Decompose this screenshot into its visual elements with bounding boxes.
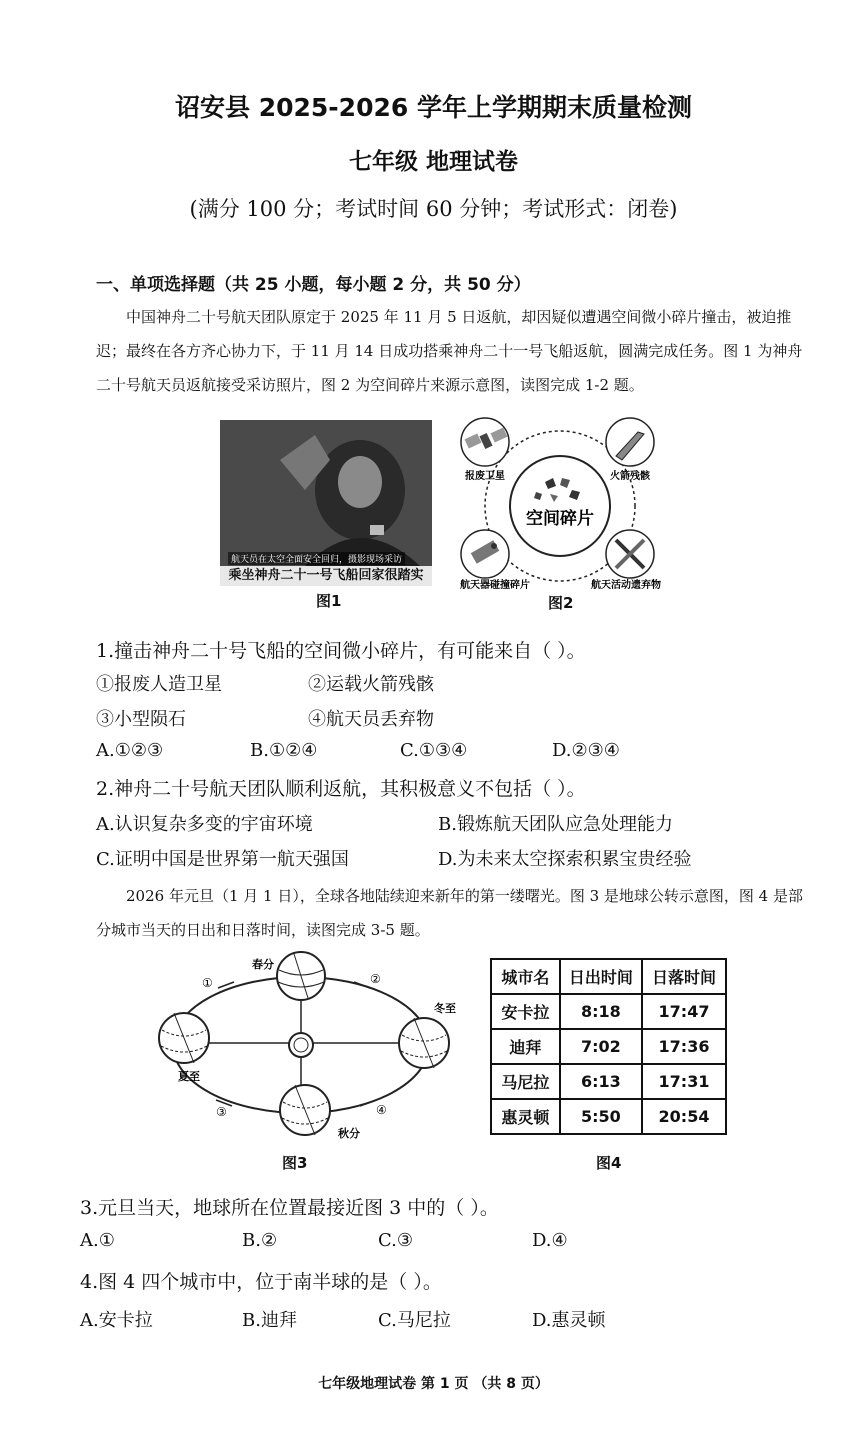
table-cell: 17:36 [642, 1029, 726, 1064]
q2-option-c[interactable]: C.证明中国是世界第一航天强国 [96, 849, 349, 870]
q4-option-d[interactable]: D.惠灵顿 [532, 1310, 606, 1331]
q3-stem: 3.元旦当天，地球所在位置最接近图 3 中的（ ）。 [80, 1197, 499, 1219]
figure2-caption: 图2 [548, 594, 574, 612]
label-spring: 春分 [252, 958, 274, 971]
earth-summer-icon [159, 1013, 209, 1063]
intro-paragraph-2: 2026 年元旦（1 月 1 日），全球各地陆续迎来新年的第一缕曙光。图 3 是地球公转示意图，图 4 是部分城市当天的日出和日落时间，读图完成 3-5 题。 [96, 887, 803, 939]
table-cell: 惠灵顿 [491, 1099, 560, 1134]
earth-orbit-diagram [148, 950, 458, 1145]
q3-option-c[interactable]: C.③ [378, 1230, 413, 1251]
q4-stem: 4.图 4 四个城市中，位于南半球的是（ ）。 [80, 1271, 442, 1293]
table-row [491, 1064, 726, 1099]
figure1-caption: 图1 [316, 592, 342, 610]
q1-option-c[interactable]: C.①③④ [400, 740, 468, 761]
table-header: 日落时间 [642, 959, 726, 994]
q2-option-b[interactable]: B.锻炼航天团队应急处理能力 [438, 814, 673, 835]
q1-item-1: ①报废人造卫星 [96, 674, 222, 695]
figure3-caption: 图3 [282, 1154, 308, 1172]
table-row [491, 1029, 726, 1064]
q1-option-a[interactable]: A.①②③ [96, 740, 164, 761]
label-pos2: ② [370, 972, 381, 986]
label-winter: 冬至 [434, 1002, 456, 1015]
q4-option-a[interactable]: A.安卡拉 [80, 1310, 153, 1331]
page-footer: 七年级地理试卷 第 1 页 （共 8 页） [318, 1376, 549, 1392]
earth-autumn-icon [280, 1085, 330, 1135]
sun-icon [289, 1033, 313, 1057]
exam-info: (满分 100 分；考试时间 60 分钟；考试形式：闭卷) [189, 197, 678, 221]
table-cell: 迪拜 [491, 1029, 560, 1064]
q4-option-c[interactable]: C.马尼拉 [378, 1310, 451, 1331]
label-rocket: 火箭残骸 [610, 471, 650, 482]
table-cell: 安卡拉 [491, 994, 560, 1029]
table-cell: 20:54 [642, 1099, 726, 1134]
label-pos1: ① [202, 976, 213, 990]
q3-option-a[interactable]: A.① [80, 1230, 115, 1251]
table-cell: 8:18 [560, 994, 642, 1029]
table-cell: 6:13 [560, 1064, 642, 1099]
sunrise-sunset-table [490, 958, 727, 1135]
q4-option-b[interactable]: B.迪拜 [242, 1310, 297, 1331]
figure4-caption: 图4 [596, 1154, 622, 1172]
astronaut-illustration [220, 420, 432, 566]
label-satellite: 报废卫星 [465, 471, 505, 482]
astronaut-photo [220, 420, 432, 586]
table-cell: 17:47 [642, 994, 726, 1029]
intro-paragraph-1: 中国神舟二十号航天团队原定于 2025 年 11 月 5 日返航，却因疑似遭遇空间微小碎片撞击，被迫推迟；最终在各方齐心协力下，于 11 月 14 日成功搭乘神舟二十一号飞船返航，圆满完成任务。图 1 为神舟二十号航天员返航接受采访照片，图 2 为空间碎片来源示意图，读图完成 1-2 题。 [96, 308, 803, 394]
q1-stem: 1.撞击神舟二十号飞船的空间微小碎片，有可能来自（ ）。 [96, 640, 586, 662]
table-header: 日出时间 [560, 959, 642, 994]
orbit-arrow [354, 982, 370, 988]
photo-subtitle-small: 航天员在太空全面安全回归，摄影现场采访 [228, 552, 405, 565]
q2-option-d[interactable]: D.为未来太空探索积累宝贵经验 [438, 849, 692, 870]
tools-icon [606, 530, 654, 578]
label-pos3: ③ [216, 1105, 227, 1119]
exam-title: 诏安县 2025-2026 学年上学期期末质量检测 [175, 93, 692, 122]
section-heading: 一、单项选择题（共 25 小题，每小题 2 分，共 50 分） [96, 275, 531, 295]
table-cell: 5:50 [560, 1099, 642, 1134]
orbit-arrow [360, 1100, 376, 1106]
earth-winter-icon [399, 1018, 449, 1068]
q3-option-b[interactable]: B.② [242, 1230, 278, 1251]
label-collision: 航天器碰撞碎片 [460, 580, 530, 590]
table-cell: 7:02 [560, 1029, 642, 1064]
q2-stem: 2.神舟二十号航天团队顺利返航，其积极意义不包括（ ）。 [96, 778, 586, 800]
q3-option-d[interactable]: D.④ [532, 1230, 568, 1251]
table-row [491, 994, 726, 1029]
space-debris-diagram [450, 412, 670, 590]
table-header-row [491, 959, 726, 994]
table-cell: 马尼拉 [491, 1064, 560, 1099]
label-tools: 航天活动遗弃物 [591, 580, 661, 590]
exam-subtitle: 七年级 地理试卷 [348, 149, 518, 175]
satellite-icon [461, 418, 509, 466]
table-row [491, 1099, 726, 1134]
rocket-icon [606, 418, 654, 466]
label-summer: 夏至 [178, 1070, 200, 1083]
table-header: 城市名 [491, 959, 560, 994]
q1-item-4: ④航天员丢弃物 [308, 709, 434, 730]
table-cell: 17:31 [642, 1064, 726, 1099]
label-autumn: 秋分 [338, 1127, 360, 1140]
label-pos4: ④ [376, 1103, 387, 1117]
q1-option-b[interactable]: B.①②④ [250, 740, 318, 761]
q2-option-a[interactable]: A.认识复杂多变的宇宙环境 [96, 814, 313, 835]
q1-item-3: ③小型陨石 [96, 709, 186, 730]
collision-icon [461, 530, 509, 578]
photo-subtitle-big: 乘坐神舟二十一号飞船回家很踏实 [220, 566, 432, 586]
debris-center-label: 空间碎片 [526, 509, 594, 529]
q1-option-d[interactable]: D.②③④ [552, 740, 620, 761]
q1-item-2: ②运载火箭残骸 [308, 674, 434, 695]
earth-spring-icon [277, 952, 325, 1000]
